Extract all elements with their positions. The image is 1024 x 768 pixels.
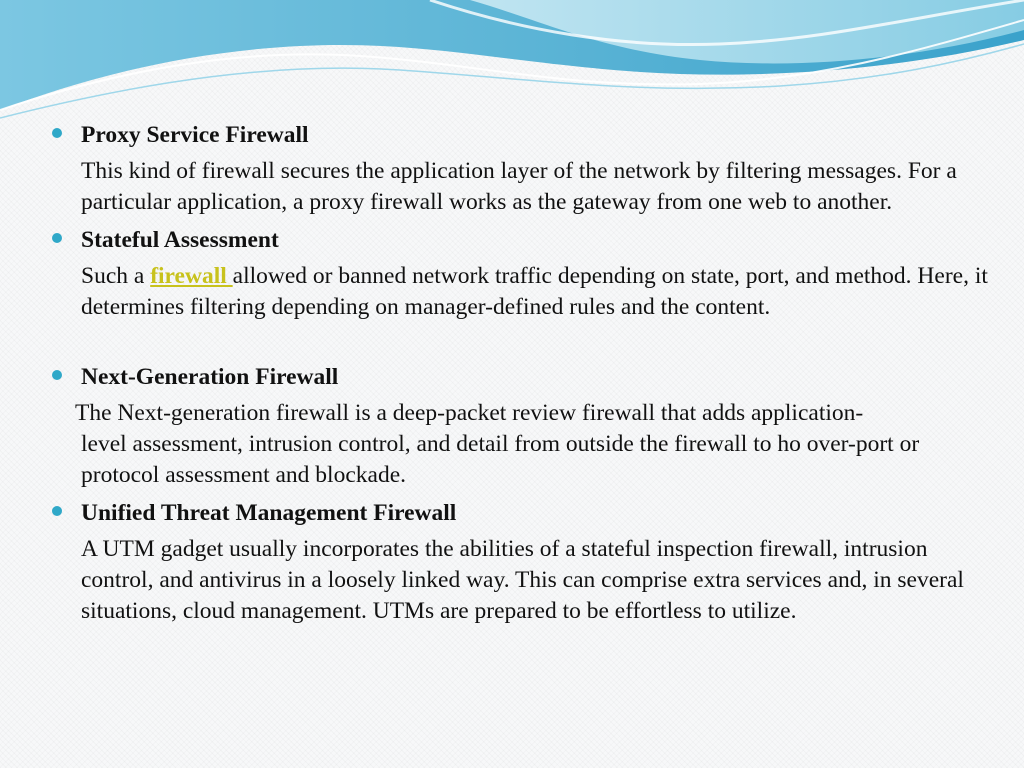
header-wave-decoration: [0, 0, 1024, 130]
item-body: A UTM gadget usually incorporates the abilities of a stateful inspection firewall, intrusion control, and antivirus in a loosely linked way. This can comprise extra services and, in several situations, cloud management. UTMs are prepared to be effortless to utilize.: [81, 536, 964, 624]
item-title: Next-Generation Firewall: [81, 364, 339, 390]
item-title: Proxy Service Firewall: [81, 122, 309, 148]
bullet-item-utm: [50, 496, 1000, 627]
bullet-dot-icon: [52, 506, 62, 516]
bullet-item-next-generation: [50, 360, 1000, 491]
item-body-first-line: The Next-generation firewall is a deep-packet review firewall that adds application-: [75, 400, 864, 426]
item-title: Unified Threat Management Firewall: [81, 500, 457, 526]
bullet-dot-icon: [52, 128, 62, 138]
bullet-dot-icon: [52, 233, 62, 243]
bullet-item-proxy: [50, 118, 1000, 218]
item-title: Stateful Assessment: [81, 227, 279, 253]
bullet-dot-icon: [52, 370, 62, 380]
slide-content: [50, 118, 1000, 632]
firewall-link[interactable]: firewall: [150, 263, 233, 289]
item-body-suffix: allowed or banned network traffic depending on state, port, and method. Here, it determines filtering depending on manager-defined rules and the content.: [81, 263, 988, 320]
item-body: [81, 261, 1000, 323]
item-body-rest: level assessment, intrusion control, and detail from outside the firewall to ho over-port or protocol assessment and blockade.: [81, 431, 920, 488]
item-body: This kind of firewall secures the application layer of the network by filtering messages. For a particular application, a proxy firewall works as the gateway from one web to another.: [81, 158, 957, 215]
spacer: [50, 328, 1000, 360]
bullet-item-stateful: [50, 223, 1000, 323]
item-body: [75, 398, 1000, 491]
item-body-prefix: Such a: [81, 263, 151, 289]
